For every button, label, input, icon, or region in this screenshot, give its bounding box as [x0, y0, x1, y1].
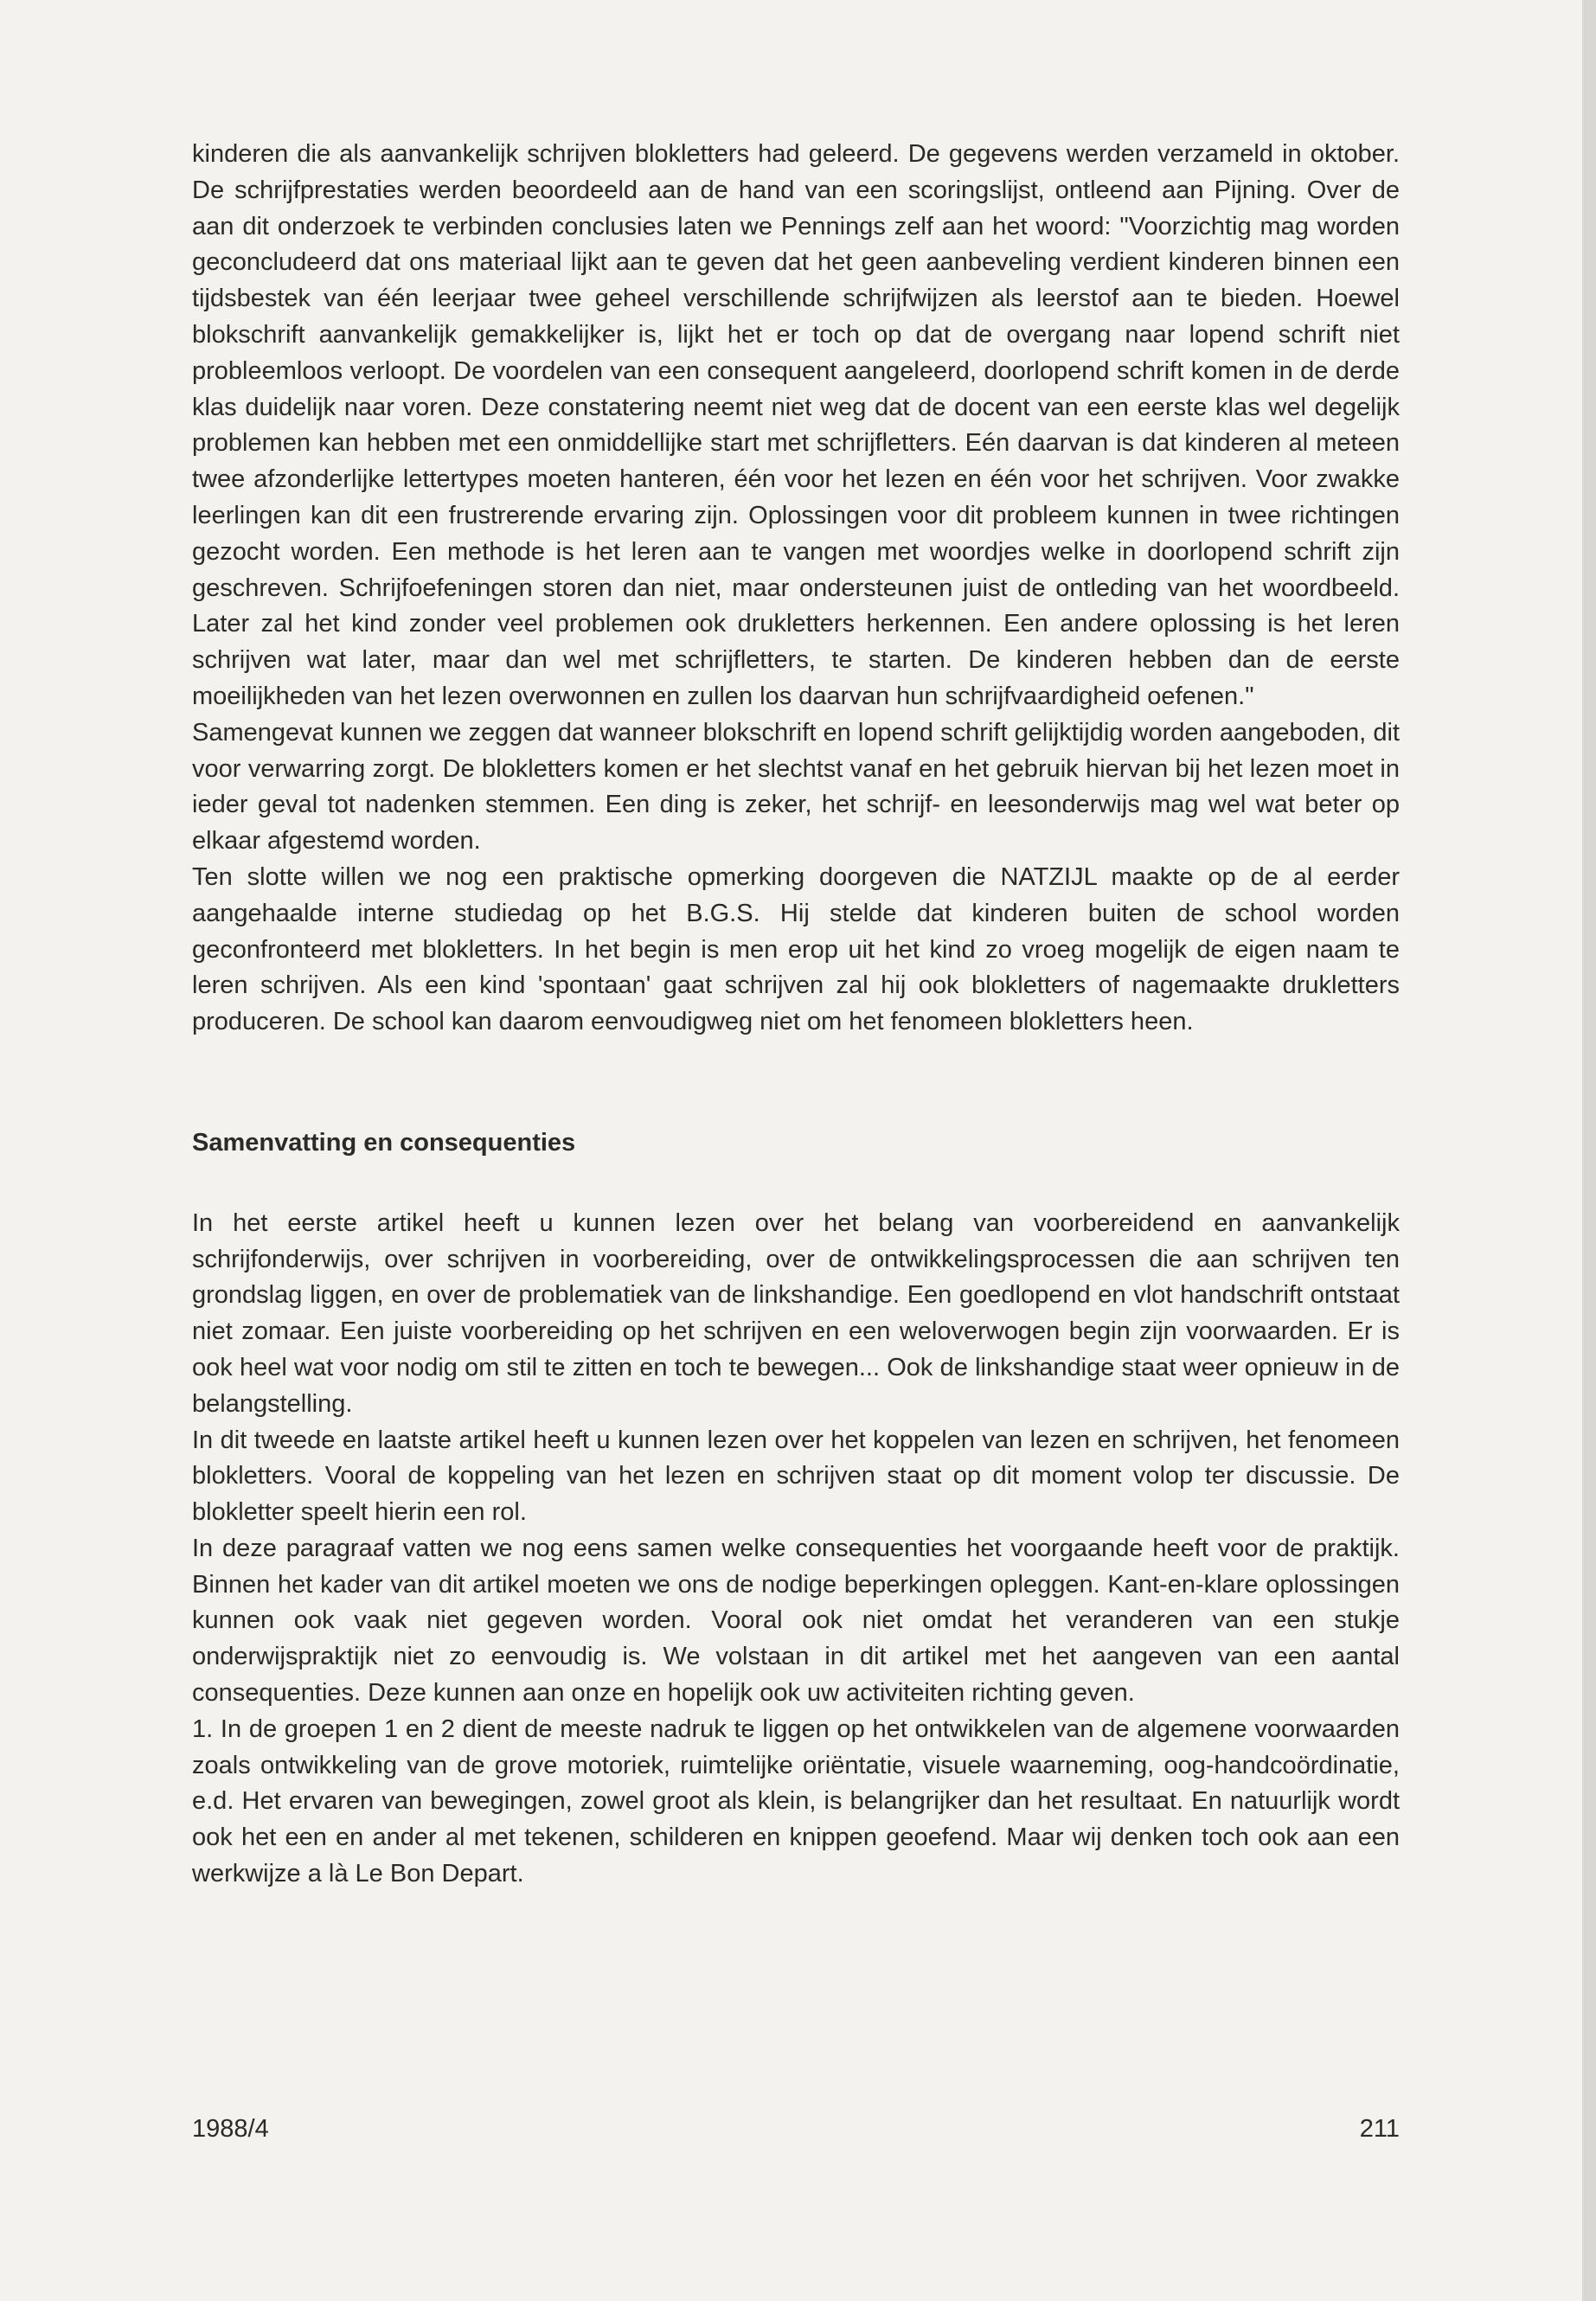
issue-number: 1988/4: [192, 2115, 269, 2143]
page-edge: [1582, 0, 1596, 2301]
paragraph: Ten slotte willen we nog een praktische opmerking doorgeven die NATZIJL maakte op de al eerder aangehaalde interne studiedag op het B.G.S. Hij stelde dat kinderen buiten de school worden geconfronteerd met blokletters. In het begin is men erop uit het kind zo vroeg mogelijk de eigen naam te leren schrijven. Als een kind 'spontaan' gaat schrijven zal hij ook blokletters of nagemaakte drukletters produceren. De school kan daarom eenvoudigweg niet om het fenomeen blokletters heen.: [192, 862, 1400, 1036]
paragraph: In deze paragraaf vatten we nog eens samen welke consequenties het voorgaande heeft voor de praktijk. Binnen het kader van dit artikel moeten we ons de nodige beperkingen opleggen. Kant-en-klare oplossingen kunnen ook vaak niet gegeven worden. Vooral ook niet omdat het veranderen van een stukje onderwijspraktijk niet zo eenvoudig is. We volstaan in dit artikel met het aangeven van een aantal consequenties. Deze kunnen aan onze en hopelijk ook uw activiteiten richting geven.: [192, 1534, 1400, 1708]
section-heading: Samenvatting en consequenties: [192, 1128, 576, 1157]
paragraph: kinderen die als aanvankelijk schrijven blokletters had geleerd. De gegevens werden verzameld in oktober. De schrijfprestaties werden beoordeeld aan de hand van een scoringslijst, ontleend aan Pijning. Over de aan dit onderzoek te verbinden conclusies laten we Pennings zelf aan het woord: "Voorzichtig mag worden geconcludeerd dat ons materiaal lijkt aan te geven dat het geen aanbeveling verdient kinderen binnen een tijdsbestek van één leerjaar twee geheel verschillende schrijfwijzen als leerstof aan te bieden. Hoewel blokschrift aanvankelijk gemakkelijker is, lijkt het er toch op dat de overgang naar lopend schrift niet probleemloos verloopt. De voordelen van een consequent aangeleerd, doorlopend schrift komen in de derde klas duidelijk naar voren. Deze constatering neemt niet weg dat de docent van een eerste klas wel degelijk problemen kan hebben met een onmiddellijke start met schrijfletters. Eén daarvan is dat kinderen al meteen twee afzonderlijke lettertypes moeten hanteren, één voor het lezen en één voor het schrijven. Voor zwakke leerlingen kan dit een frustrerende ervaring zijn. Oplossingen voor dit probleem kunnen in twee richtingen gezocht worden. Een methode is het leren aan te vangen met woordjes welke in doorlopend schrift zijn geschreven. Schrijfoefeningen storen dan niet, maar ondersteunen juist de ontleding van het woordbeeld. Later zal het kind zonder veel problemen ook drukletters herkennen. Een andere oplossing is het leren schrijven wat later, maar dan wel met schrijfletters, te starten. De kinderen hebben dan de eerste moeilijkheden van het lezen overwonnen en zullen los daarvan hun schrijfvaardigheid oefenen.": [192, 140, 1400, 710]
paragraph: In het eerste artikel heeft u kunnen lezen over het belang van voorbereidend en aanvankelijk schrijfonderwijs, over schrijven in voorbereiding, over de ontwikkelingsprocessen die aan schrijven ten grondslag liggen, en over de problematiek van de linkshandige. Een goedlopend en vlot handschrift ontstaat niet zomaar. Een juiste voorbereiding op het schrijven en een weloverwogen begin zijn voorwaarden. Er is ook heel wat voor nodig om stil te zitten en toch te bewegen... Ook de linkshandige staat weer opnieuw in de belangstelling.: [192, 1208, 1400, 1418]
page-number: 211: [1359, 2115, 1400, 2143]
paragraph: Samengevat kunnen we zeggen dat wanneer blokschrift en lopend schrift gelijktijdig worden aangeboden, dit voor verwarring zorgt. De blokletters komen er het slechtst vanaf en het gebruik hiervan bij het lezen moet in ieder geval tot nadenken stemmen. Een ding is zeker, het schrijf- en leesonderwijs mag wel wat beter op elkaar afgestemd worden.: [192, 718, 1400, 856]
article-body: [192, 137, 1400, 1893]
paragraph: In dit tweede en laatste artikel heeft u kunnen lezen over het koppelen van lezen en schrijven, het fenomeen blokletters. Vooral de koppeling van het lezen en schrijven staat op dit moment volop ter discussie. De blokletter speelt hierin een rol.: [192, 1426, 1400, 1527]
paragraph: 1. In de groepen 1 en 2 dient de meeste nadruk te liggen op het ontwikkelen van de algemene voorwaarden zoals ontwikkeling van de grove motoriek, ruimtelijke oriëntatie, visuele waarneming, oog-handcoördinatie, e.d. Het ervaren van bewegingen, zowel groot als klein, is belangrijker dan het resultaat. En natuurlijk wordt ook het een en ander al met tekenen, schilderen en knippen geoefend. Maar wij denken toch ook aan een werkwijze a là Le Bon Depart.: [192, 1715, 1400, 1888]
